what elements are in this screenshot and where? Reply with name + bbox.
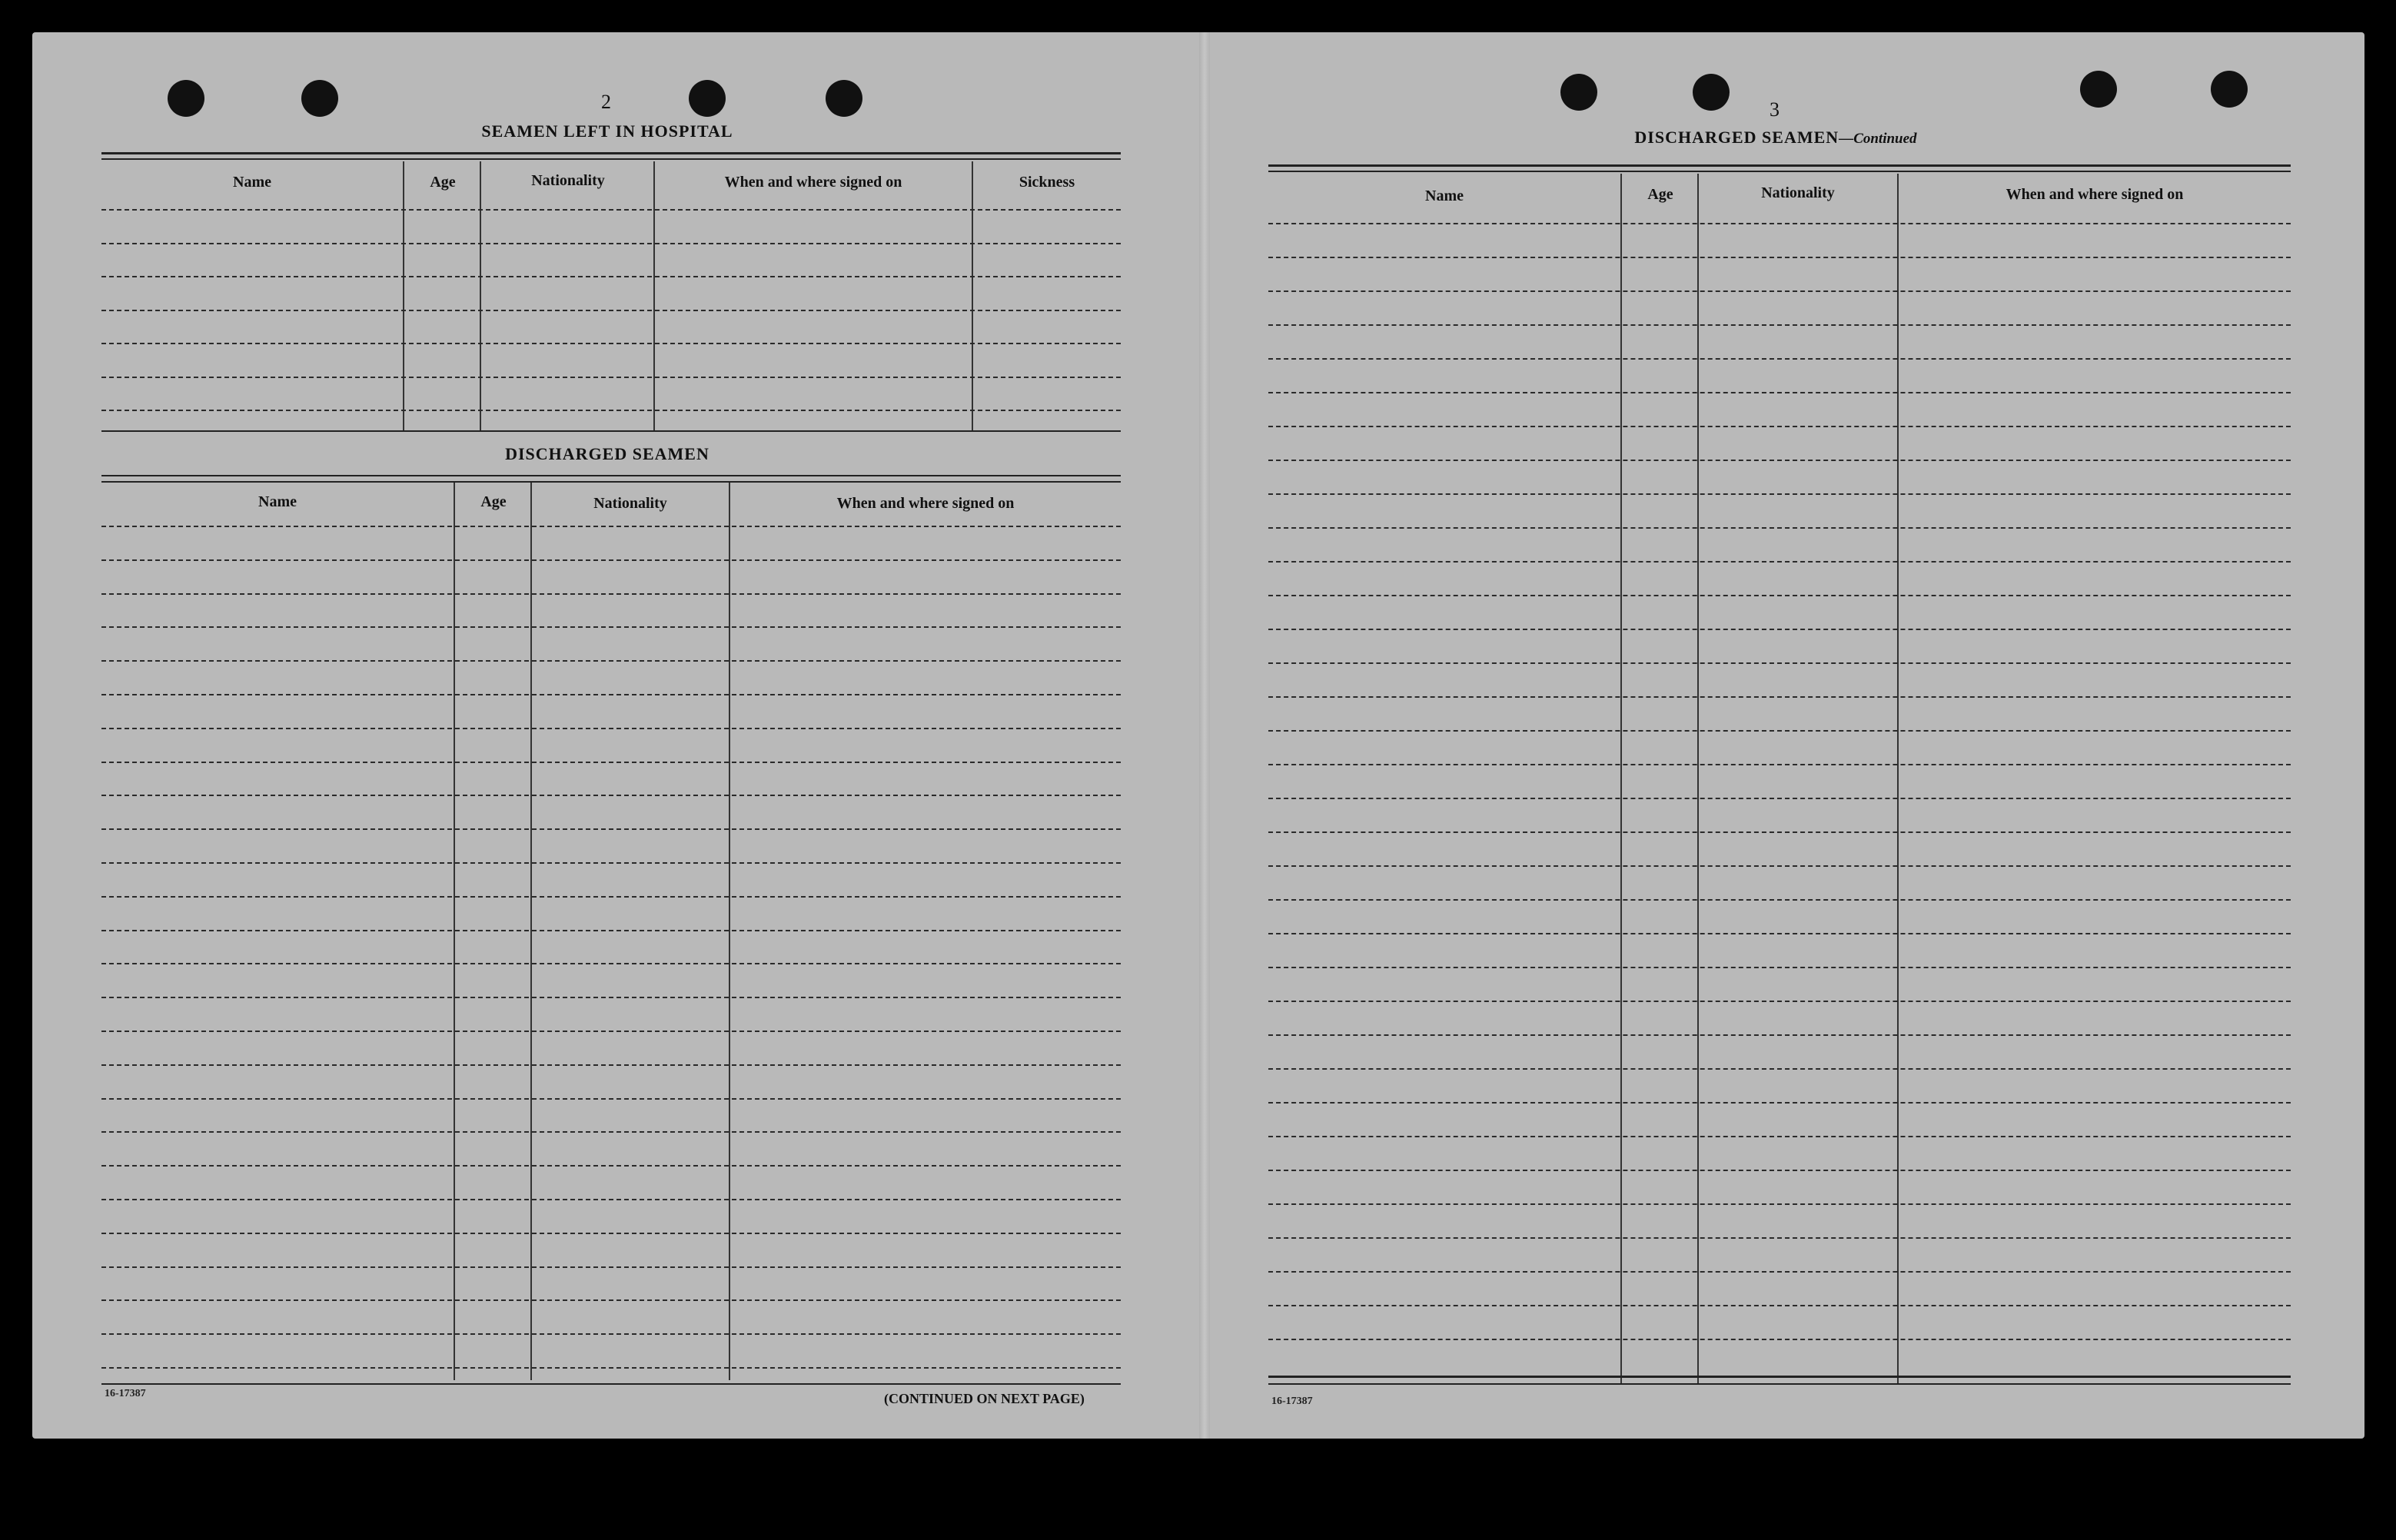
discharged-continued-title-suffix: —Continued — [1839, 131, 1917, 147]
discharged-col-divider — [454, 483, 455, 1380]
right-row-line — [1268, 899, 2291, 901]
right-row-line — [1268, 730, 2291, 732]
hospital-col-name: Name — [233, 174, 271, 191]
right-row-line — [1268, 561, 2291, 563]
hospital-col-sickness: Sickness — [1019, 174, 1075, 191]
discharged-col-divider — [729, 483, 730, 1380]
right-row-line — [1268, 460, 2291, 461]
right-row-line — [1268, 764, 2291, 765]
discharged-col-nationality: Nationality — [593, 495, 667, 512]
discharged-row-line — [101, 526, 1121, 527]
punch-hole — [301, 80, 338, 117]
right-table-top-rule — [1268, 164, 2291, 167]
punch-hole — [2211, 71, 2248, 108]
right-row-line — [1268, 865, 2291, 867]
right-row-line — [1268, 1136, 2291, 1137]
right-row-line — [1268, 1102, 2291, 1104]
discharged-row-line — [101, 963, 1121, 964]
right-row-line — [1268, 696, 2291, 698]
right-col-nationality: Nationality — [1761, 184, 1835, 201]
right-row-line — [1268, 1271, 2291, 1273]
hospital-row-line — [101, 243, 1121, 244]
right-col-name: Name — [1425, 188, 1464, 204]
hospital-col-divider — [972, 161, 973, 430]
right-row-line — [1268, 629, 2291, 630]
discharged-table-top-rule — [101, 475, 1121, 476]
hospital-row-line — [101, 310, 1121, 311]
hospital-col-age: Age — [430, 174, 456, 191]
right-row-line — [1268, 967, 2291, 968]
right-row-line — [1268, 392, 2291, 393]
discharged-row-line — [101, 1098, 1121, 1100]
left-page-bottom-rule — [101, 1383, 1121, 1385]
discharged-row-line — [101, 1064, 1121, 1066]
punch-hole — [1693, 74, 1730, 111]
discharged-col-age: Age — [480, 493, 507, 510]
hospital-section-title: SEAMEN LEFT IN HOSPITAL — [481, 121, 733, 141]
discharged-row-line — [101, 728, 1121, 729]
hospital-table-top-rule — [101, 152, 1121, 154]
right-col-age: Age — [1647, 186, 1673, 203]
discharged-section-title: DISCHARGED SEAMEN — [505, 444, 709, 463]
hospital-col-when-where: When and where signed on — [724, 174, 902, 191]
right-row-line — [1268, 662, 2291, 664]
page-number-left: 2 — [601, 91, 611, 113]
discharged-row-line — [101, 1333, 1121, 1335]
punch-hole — [168, 80, 204, 117]
right-row-line — [1268, 1034, 2291, 1036]
discharged-col-divider — [530, 483, 532, 1380]
discharged-row-line — [101, 1367, 1121, 1369]
discharged-table-top-rule — [101, 481, 1121, 483]
discharged-continued-title-main: DISCHARGED SEAMEN — [1634, 128, 1839, 147]
discharged-row-line — [101, 1266, 1121, 1268]
hospital-col-divider — [653, 161, 655, 430]
right-row-line — [1268, 493, 2291, 495]
discharged-row-line — [101, 1233, 1121, 1234]
form-number-left: 16-17387 — [105, 1388, 146, 1399]
center-fold — [1199, 32, 1210, 1439]
right-row-line — [1268, 257, 2291, 258]
right-row-line — [1268, 358, 2291, 360]
discharged-row-line — [101, 828, 1121, 830]
discharged-col-when-where: When and where signed on — [836, 495, 1015, 512]
hospital-row-line — [101, 343, 1121, 344]
discharged-row-line — [101, 559, 1121, 561]
discharged-row-line — [101, 930, 1121, 931]
hospital-col-divider — [480, 161, 481, 430]
punch-hole — [2080, 71, 2117, 108]
right-col-divider — [1697, 174, 1699, 1383]
right-row-line — [1268, 290, 2291, 292]
right-row-line — [1268, 527, 2291, 529]
right-row-line — [1268, 933, 2291, 934]
discharged-row-line — [101, 626, 1121, 628]
punch-hole — [826, 80, 862, 117]
right-row-line — [1268, 223, 2291, 224]
right-col-when-where: When and where signed on — [2006, 186, 2184, 203]
right-row-line — [1268, 798, 2291, 799]
hospital-table-top-rule — [101, 158, 1121, 160]
right-row-line — [1268, 595, 2291, 596]
discharged-row-line — [101, 795, 1121, 796]
continued-note: (CONTINUED ON NEXT PAGE) — [884, 1391, 1085, 1406]
discharged-row-line — [101, 593, 1121, 595]
discharged-continued-title — [1545, 128, 2006, 148]
discharged-row-line — [101, 762, 1121, 763]
right-row-line — [1268, 1305, 2291, 1306]
hospital-col-nationality: Nationality — [531, 172, 605, 189]
hospital-row-line — [101, 209, 1121, 211]
right-row-line — [1268, 1237, 2291, 1239]
discharged-row-line — [101, 1031, 1121, 1032]
hospital-row-line — [101, 377, 1121, 378]
right-row-line — [1268, 1001, 2291, 1002]
right-row-line — [1268, 324, 2291, 326]
hospital-row-line — [101, 410, 1121, 411]
right-col-divider — [1897, 174, 1899, 1383]
right-row-line — [1268, 1068, 2291, 1070]
right-table-top-rule — [1268, 171, 2291, 172]
discharged-row-line — [101, 1199, 1121, 1200]
discharged-row-line — [101, 862, 1121, 864]
punch-hole — [689, 80, 726, 117]
form-number-right: 16-17387 — [1271, 1396, 1313, 1407]
discharged-row-line — [101, 660, 1121, 662]
right-row-line — [1268, 1170, 2291, 1171]
discharged-row-line — [101, 1131, 1121, 1133]
hospital-col-divider — [403, 161, 404, 430]
discharged-row-line — [101, 1299, 1121, 1301]
page-number-right: 3 — [1770, 98, 1780, 121]
right-page-bottom-rule — [1268, 1383, 2291, 1385]
right-row-line — [1268, 1339, 2291, 1340]
hospital-table-bottom-rule — [101, 430, 1121, 432]
discharged-row-line — [101, 694, 1121, 695]
right-col-divider — [1620, 174, 1622, 1383]
discharged-row-line — [101, 896, 1121, 898]
right-row-line — [1268, 831, 2291, 833]
discharged-row-line — [101, 1165, 1121, 1167]
punch-hole — [1560, 74, 1597, 111]
discharged-col-name: Name — [258, 493, 297, 510]
hospital-row-line — [101, 276, 1121, 277]
right-row-line — [1268, 426, 2291, 427]
discharged-row-line — [101, 997, 1121, 998]
right-page-bottom-rule — [1268, 1376, 2291, 1378]
right-row-line — [1268, 1203, 2291, 1205]
